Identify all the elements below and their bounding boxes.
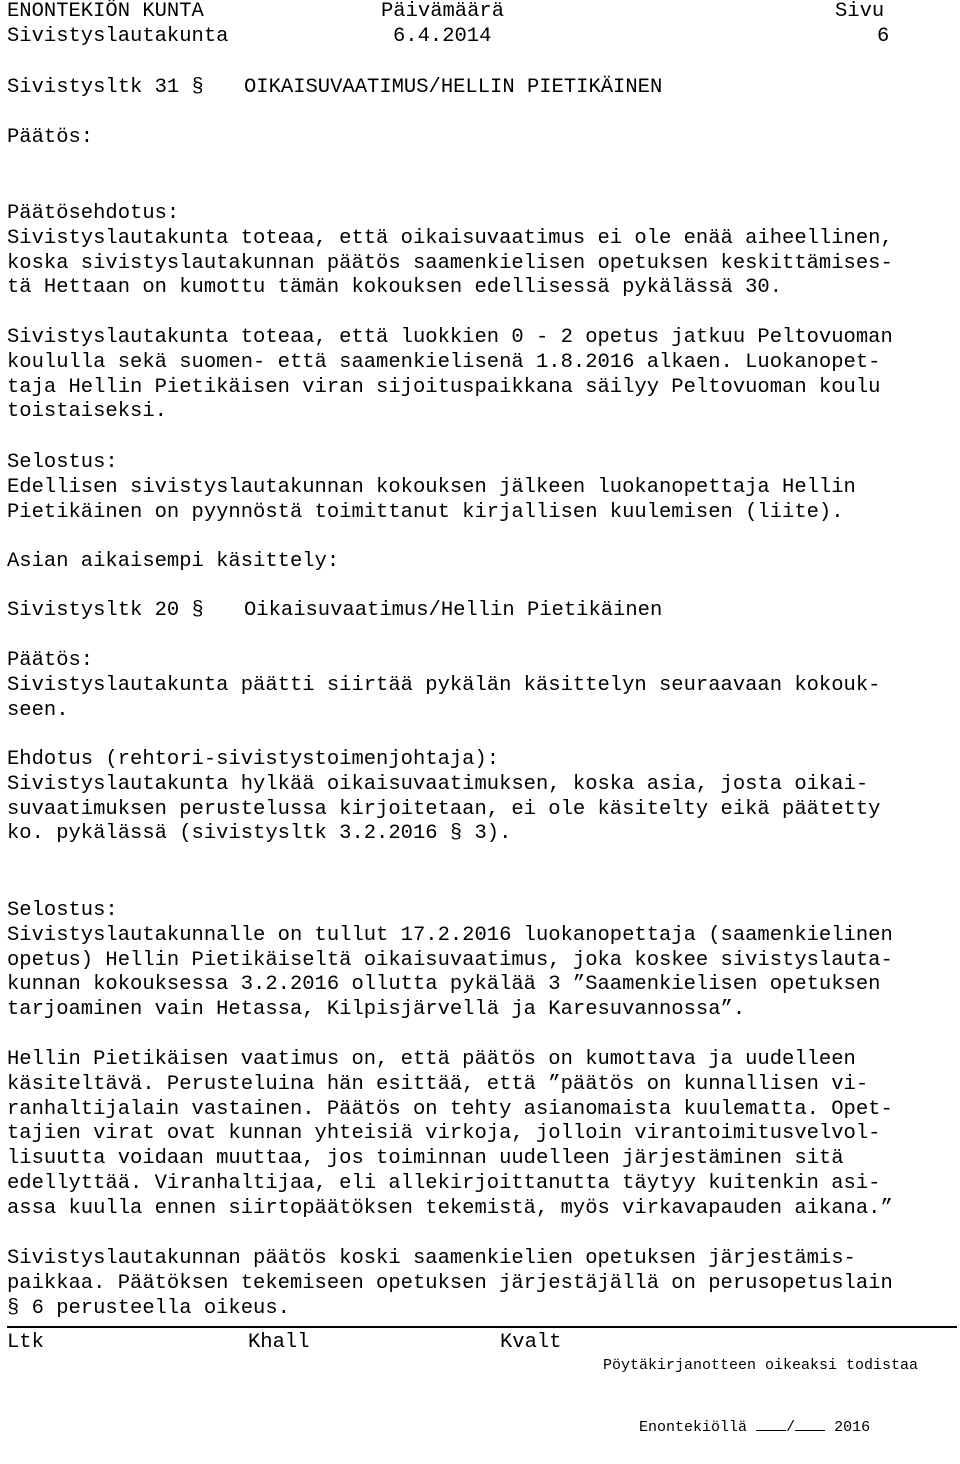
history-label: Asian aikaisempi käsittely:	[7, 550, 340, 573]
decision-label: Päätös:	[7, 126, 94, 149]
section-title: OIKAISUVAATIMUS/HELLIN PIETIKÄINEN	[244, 76, 663, 99]
proposal-line: taja Hellin Pietikäisen viran sijoituspaikkana säilyy Peltovuoman koulu	[7, 375, 881, 399]
statement-line: edellyttää. Viranhaltijaa, eli allekirjoittanutta täytyy kuitenkin asi-	[7, 1171, 881, 1195]
history-proposal-line: suvaatimuksen perustelussa kirjoitetaan, ei ole käsitelty eikä päätetty	[7, 797, 881, 821]
footer-kvalt: Kvalt	[500, 1331, 562, 1354]
history-proposal-line: ko. pykälässä (sivistysltk 3.2.2016 § 3).	[7, 822, 512, 846]
proposal-line: Sivistyslautakunta toteaa, että luokkien 0 - 2 opetus jatkuu Peltovuoman	[7, 326, 893, 349]
statement-label: Selostus:	[7, 899, 118, 922]
meeting-date: 6.4.2014	[393, 25, 492, 48]
proposal-line: toistaiseksi.	[7, 400, 167, 424]
proposal-line: koska sivistyslautakunnan päätös saamenkielisen opetuksen keskittämises-	[7, 251, 893, 275]
history-proposal-line: Sivistyslautakunta hylkää oikaisuvaatimuksen, koska asia, josta oikai-	[7, 772, 869, 796]
footer-khall: Khall	[248, 1331, 310, 1354]
footer-divider	[7, 1326, 957, 1328]
history-decision-label: Päätös:	[7, 649, 94, 672]
proposal-line: tä Hettaan on kumottu tämän kokouksen edellisessä pykälässä 30.	[7, 276, 783, 300]
statement-line: Sivistyslautakunnalle on tullut 17.2.2016 luokanopettaja (saamenkielinen	[7, 923, 893, 947]
statement-line: tarjoaminen vain Hetassa, Kilpisjärvellä ja Karesuvannossa”.	[7, 998, 746, 1022]
statement-line: ranhaltijalain vastainen. Päätös on tehty asianomaista kuulematta. Opet-	[7, 1097, 893, 1121]
committee-name: Sivistyslautakunta	[7, 25, 229, 48]
statement-line: Pietikäinen on pyynnöstä toimittanut kirjallisen kuulemisen (liite).	[7, 500, 844, 524]
footer-place: Enontekiöllä	[639, 1419, 748, 1436]
footer-certify: Pöytäkirjanotteen oikeaksi todistaa	[603, 1357, 919, 1374]
history-decision-block	[7, 649, 957, 723]
proposal-label: Päätösehdotus:	[7, 202, 180, 225]
proposal-line: Sivistyslautakunta toteaa, että oikaisuvaatimus ei ole enää aiheellinen,	[7, 226, 893, 250]
document-page	[7, 0, 957, 1436]
footer-slash: /	[786, 1419, 796, 1436]
footer-ltk: Ltk	[7, 1331, 44, 1354]
history-proposal-block	[7, 748, 957, 847]
statement-block-1	[7, 451, 957, 525]
month-blank	[795, 1414, 825, 1431]
day-blank	[756, 1414, 786, 1431]
page-number: 6	[877, 25, 890, 48]
proposal-block-2	[7, 326, 957, 425]
section-number: Sivistysltk 31 §	[7, 76, 204, 99]
statement-line: opetus) Hellin Pietikäiseltä oikaisuvaatimus, joka koskee sivistyslauta-	[7, 948, 893, 972]
date-label: Päivämäärä	[381, 0, 505, 23]
history-decision-line: seen.	[7, 698, 69, 722]
municipality-name: ENONTEKIÖN KUNTA	[7, 0, 204, 23]
proposal-block	[7, 202, 957, 301]
proposal-line: koululla sekä suomen- että saamenkielisenä 1.8.2016 alkaen. Luokanopet-	[7, 350, 881, 374]
statement-line: paikkaa. Päätöksen tekemiseen opetuksen järjestäjällä on perusopetuslain	[7, 1271, 893, 1295]
footer-signature-line	[603, 1390, 870, 1464]
statement-paragraph-2	[7, 1048, 957, 1222]
statement-line: Hellin Pietikäisen vaatimus on, että päätös on kumottava ja uudelleen	[7, 1048, 856, 1071]
statement-line: tajien virat ovat kunnan yhteisiä virkoja, jolloin virantoimitusvelvol-	[7, 1122, 881, 1146]
statement-line: lisuutta voidaan muuttaa, jos toiminnan uudelleen järjestäminen sitä	[7, 1147, 844, 1171]
statement-line: § 6 perusteella oikeus.	[7, 1296, 290, 1320]
statement-line: Sivistyslautakunnan päätös koski saamenkielien opetuksen järjestämis-	[7, 1247, 856, 1270]
statement-block-2	[7, 899, 957, 1023]
history-section-title: Oikaisuvaatimus/Hellin Pietikäinen	[244, 599, 663, 622]
statement-line: kunnan kokouksessa 3.2.2016 ollutta pykälää 3 ”Saamenkielisen opetuksen	[7, 973, 881, 997]
statement-line: Edellisen sivistyslautakunnan kokouksen jälkeen luokanopettaja Hellin	[7, 475, 856, 499]
history-proposal-label: Ehdotus (rehtori-sivistystoimenjohtaja):	[7, 748, 500, 771]
history-section-number: Sivistysltk 20 §	[7, 599, 204, 622]
statement-paragraph-3	[7, 1247, 957, 1321]
statement-line: assa kuulla ennen siirtopäätöksen tekemistä, myös virkavapauden aikana.”	[7, 1196, 893, 1220]
footer-year: 2016	[834, 1419, 871, 1436]
statement-line: käsiteltävä. Perusteluina hän esittää, että ”päätös on kunnallisen vi-	[7, 1072, 869, 1096]
statement-label: Selostus:	[7, 451, 118, 474]
history-decision-line: Sivistyslautakunta päätti siirtää pykälän käsittelyn seuraavaan kokouk-	[7, 673, 881, 697]
page-label: Sivu	[835, 0, 885, 23]
